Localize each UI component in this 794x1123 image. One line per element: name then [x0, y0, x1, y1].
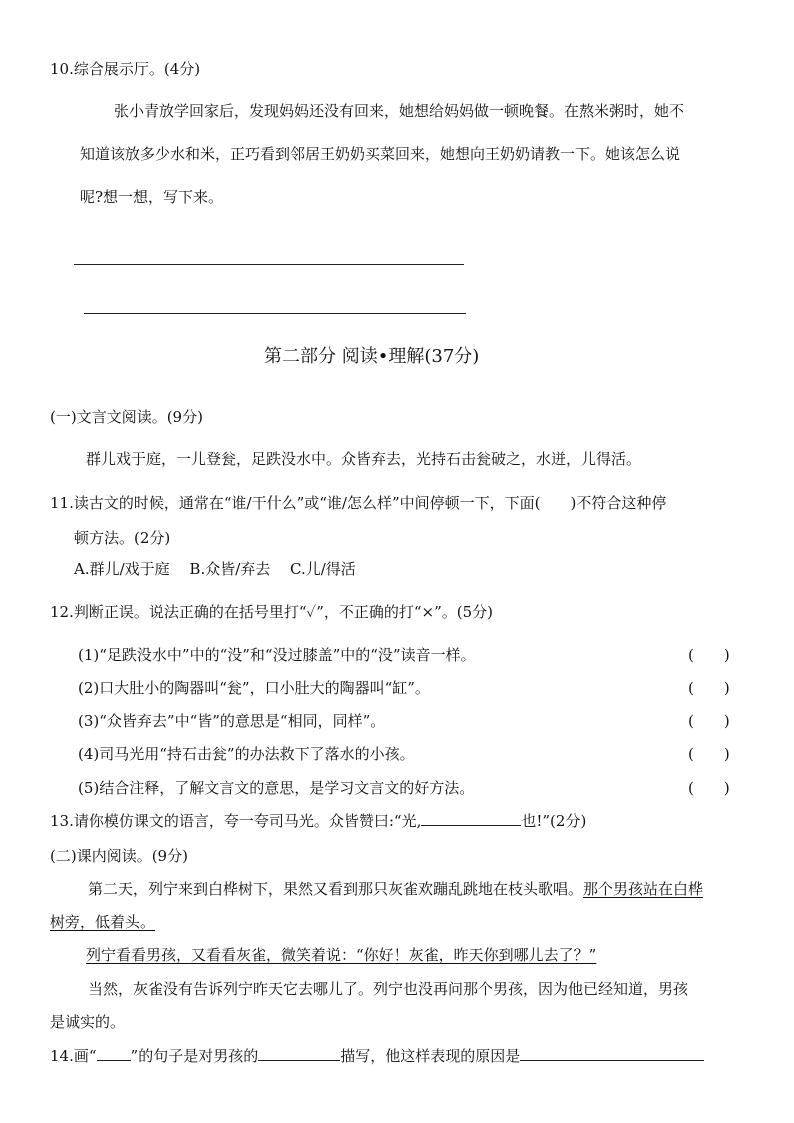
q12-answer-paren-5[interactable]: ( )	[688, 779, 730, 797]
q12-title: 12.判断正误。说法正确的在括号里打“✓”，不正确的打“×”。(5分)	[50, 603, 494, 621]
q12-item-5: (5)结合注释，了解文言文的意思，是学习文言文的好方法。	[78, 779, 475, 797]
q12-answer-paren-1[interactable]: ( )	[688, 646, 730, 664]
reading-p3-line1: 当然，灰雀没有告诉列宁昨天它去哪儿了。列宁也没再问那个男孩，因为他已经知道，男孩	[88, 980, 689, 998]
section1-title: (一)文言文阅读。(9分)	[50, 408, 203, 426]
q12-answer-paren-4[interactable]: ( )	[688, 745, 730, 763]
q14-blank-2[interactable]	[520, 1046, 704, 1061]
underlined-sentence-2: 列宁看看男孩，又看看灰雀，微笑着说：“你好！灰雀，昨天你到哪儿去了？”	[86, 946, 597, 964]
q13-suffix: 也!”(2分)	[521, 812, 587, 830]
answer-line-2[interactable]	[84, 313, 466, 314]
q11-line1: 11.读古文的时候，通常在“谁/干什么”或“谁/怎么样”中间停顿一下，下面( )不符合这种停	[50, 494, 667, 512]
q14-part3: 描写，他这样表现的原因是	[340, 1047, 521, 1065]
q12-answer-paren-2[interactable]: ( )	[688, 679, 730, 697]
q12-item-3: (3)“众皆弃去”中“皆”的意思是“相同，同样”。	[78, 712, 386, 730]
q12-item-2: (2)口大肚小的陶器叫“瓮”，口小肚大的陶器叫“缸”。	[78, 679, 430, 697]
q12-item-1: (1)“足跌没水中”中的“没”和“没过膝盖”中的“没”读音一样。	[78, 646, 476, 664]
q11-options: A.群儿/戏于庭 B.众皆/弃去 C.儿/得活	[74, 560, 356, 578]
q14-blank-1[interactable]	[258, 1046, 340, 1061]
q10-text-line2: 知道该放多少水和米，正巧看到邻居王奶奶买菜回来，她想向王奶奶请教一下。她该怎么说	[80, 145, 681, 163]
reading-p1-line1	[88, 878, 703, 900]
underlined-sentence-1b: 树旁，低着头。	[50, 913, 156, 931]
q12-answer-paren-3[interactable]: ( )	[688, 712, 730, 730]
underlined-sentence-1a: 那个男孩站在白桦	[583, 880, 704, 898]
q14-part1: 14.画“	[50, 1047, 97, 1065]
q13-blank[interactable]	[421, 811, 521, 826]
reading-p1-plain: 第二天，列宁来到白桦树下，果然又看到那只灰雀欢蹦乱跳地在枝头歌唱。	[88, 880, 584, 898]
reading-p3-line2: 是诚实的。	[50, 1013, 126, 1031]
q14-part2: ”的句子是对男孩的	[130, 1047, 259, 1065]
q10-title: 10.综合展示厅。(4分)	[50, 60, 201, 78]
q10-text-line3: 呢?想一想，写下来。	[80, 188, 224, 206]
answer-line-1[interactable]	[74, 264, 464, 265]
q11-line2: 顿方法。(2分)	[74, 529, 171, 547]
part2-heading: 第二部分 阅读•理解(37分)	[264, 346, 480, 367]
section2-title: (二)课内阅读。(9分)	[50, 847, 188, 865]
q12-item-4: (4)司马光用“持石击瓮”的办法救下了落水的小孩。	[78, 745, 415, 763]
q13-prompt: 13.请你模仿课文的语言，夸一夸司马光。众皆赞曰:“光,	[50, 812, 422, 830]
q14-line-sample	[97, 1046, 131, 1061]
q13-line	[50, 810, 586, 832]
q10-text-line1: 张小青放学回家后，发现妈妈还没有回来，她想给妈妈做一顿晚餐。在熬米粥时，她不	[114, 102, 685, 120]
q14-line	[50, 1045, 704, 1067]
classical-passage: 群儿戏于庭，一儿登瓮，足跌没水中。众皆弃去，光持石击瓮破之，水迸，儿得活。	[86, 450, 642, 468]
